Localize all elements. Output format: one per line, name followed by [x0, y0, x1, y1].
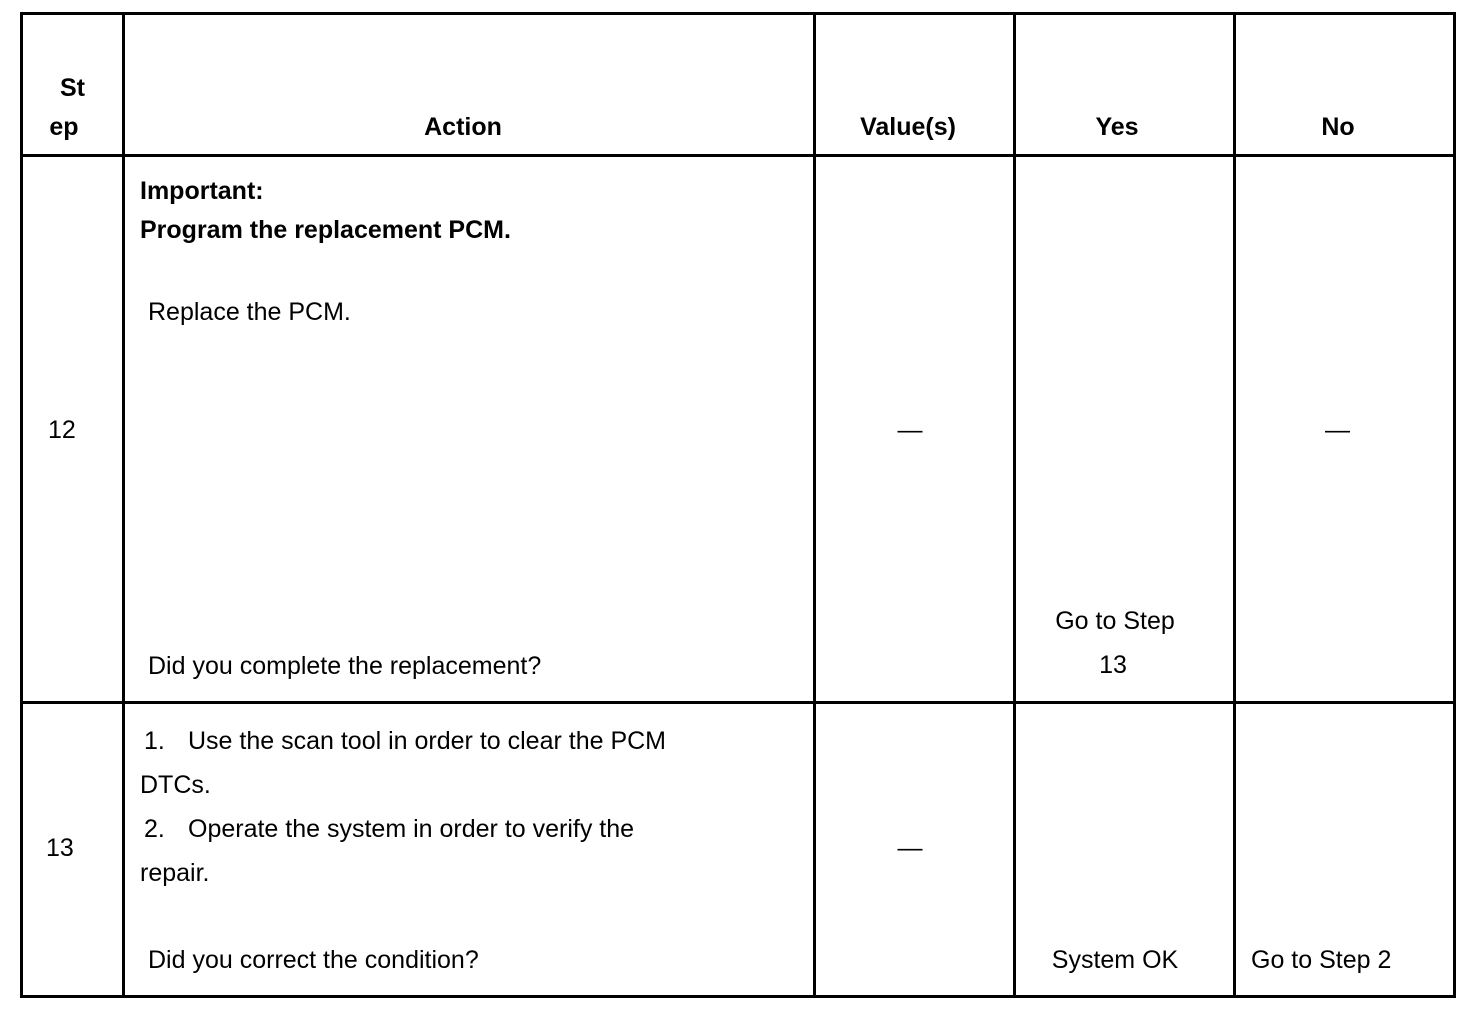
header-no: No [1321, 113, 1355, 141]
header-step-line1: St [60, 74, 85, 102]
row13-question: Did you correct the condition? [148, 946, 479, 974]
row12-yes-line2: 13 [1099, 651, 1127, 679]
row12-important-label: Important: [140, 177, 264, 205]
row12-yes-line1: Go to Step [1055, 607, 1175, 635]
row13-item1-number: 1. [144, 727, 165, 755]
header-step-line2: ep [49, 113, 79, 141]
row13-no: Go to Step 2 [1251, 946, 1392, 974]
row12-instruction: Replace the PCM. [148, 298, 351, 326]
column-divider-values [1013, 12, 1016, 998]
row13-yes: System OK [1051, 946, 1179, 974]
row13-item2-number: 2. [144, 815, 165, 843]
row13-item2-line2: repair. [140, 859, 210, 887]
row12-important-text: Program the replacement PCM. [140, 216, 511, 244]
table-top-border [20, 12, 1456, 15]
header-values: Value(s) [860, 113, 956, 141]
row13-item2-line1: Operate the system in order to verify the [188, 815, 635, 843]
row12-value: — [897, 416, 923, 444]
row13-step: 13 [46, 834, 74, 862]
row12-question: Did you complete the replacement? [148, 652, 542, 680]
header-action: Action [424, 113, 502, 141]
column-divider-yes [1233, 12, 1236, 998]
row13-item1-line2: DTCs. [140, 771, 211, 799]
header-divider [20, 154, 1456, 157]
row12-step: 12 [48, 416, 76, 444]
table-bottom-border [20, 995, 1456, 998]
row13-value: — [897, 834, 923, 862]
table-left-border [20, 12, 23, 998]
row-divider [20, 701, 1456, 704]
table-right-border [1453, 12, 1456, 998]
header-yes: Yes [1095, 113, 1139, 141]
column-divider-step [122, 12, 125, 998]
row13-item1-line1: Use the scan tool in order to clear the PCM [188, 727, 667, 755]
row12-no: — [1325, 416, 1350, 444]
